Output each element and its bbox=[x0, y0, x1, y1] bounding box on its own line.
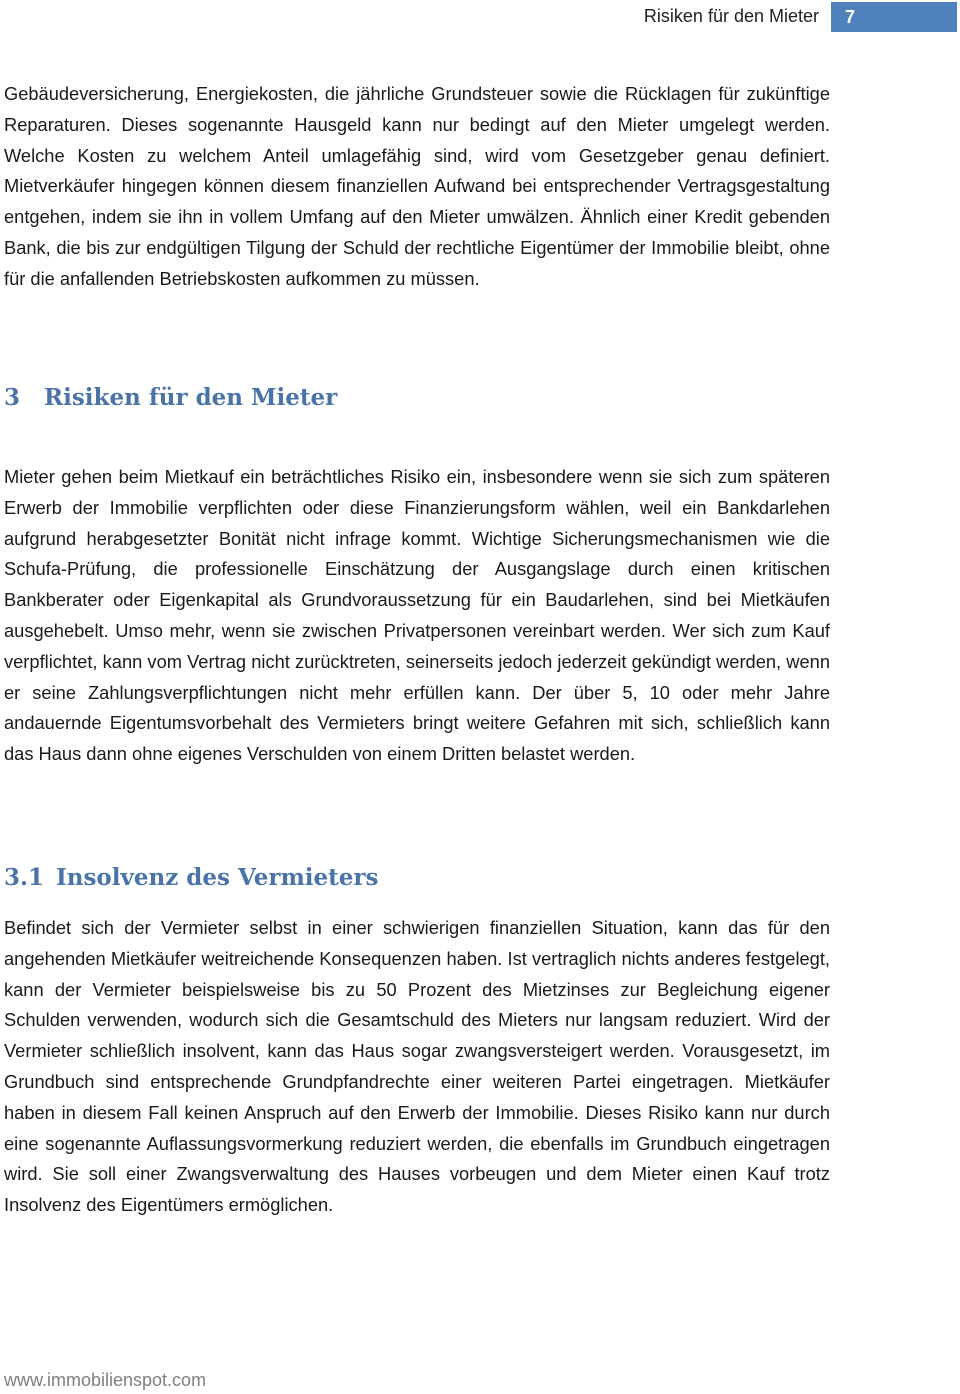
footer-url[interactable]: www.immobilienspot.com bbox=[4, 1370, 207, 1390]
page-number-badge: 7 bbox=[831, 2, 957, 32]
section-3-heading bbox=[4, 384, 337, 411]
section-3-1-title: Insolvenz des Vermieters bbox=[56, 864, 379, 891]
intro-paragraph: Gebäudeversicherung, Energiekosten, die jährliche Grundsteuer sowie die Rücklagen für zukünftige Reparaturen. Dieses sogenannte Hausgeld kann nur bedingt auf den Mieter umgelegt werden. Welche Kosten zu welchem Anteil umlagefähig sind, wird vom Gesetzgeber genau definiert. Mietverkäufer hingegen können diesem finanziellen Aufwand bei entsprechender Vertragsgestaltung entgehen, indem sie ihn in vollem Umfang auf den Mieter umwälzen. Ähnlich einer Kredit gebenden Bank, die bis zur endgültigen Tilgung der Schuld der rechtliche Eigentümer der Immobilie bleibt, ohne für die anfallenden Betriebskosten aufkommen zu müssen. bbox=[4, 83, 830, 289]
section-3-title: Risiken für den Mieter bbox=[44, 384, 338, 411]
page-header bbox=[0, 0, 960, 36]
section-3-number: 3 bbox=[4, 384, 21, 411]
section-3-paragraph: Mieter gehen beim Mietkauf ein beträchtliches Risiko ein, insbesondere wenn sie sich zum späteren Erwerb der Immobilie verpflichten oder diese Finanzierungsform wählen, weil ein Bankdarlehen aufgrund herabgesetzter Bonität nicht infrage kommt. Wichtige Sicherungsmechanismen wie die Schufa-Prüfung, die professionelle Einschätzung der Ausgangslage durch einen kritischen Bankberater oder Eigenkapital als Grundvoraussetzung für ein Baudarlehen, sind bei Mietkäufen ausgehebelt. Umso mehr, wenn sie zwischen Privatpersonen vereinbart werden. Wer sich zum Kauf verpflichtet, kann vom Vertrag nicht zurücktreten, seinerseits jedoch jederzeit gekündigt werden, wenn er seine Zahlungsverpflichtungen nicht mehr erfüllen kann. Der über 5, 10 oder mehr Jahre andauernde Eigentumsvorbehalt des Vermieters bringt weitere Gefahren mit sich, schließlich kann das Haus dann ohne eigenes Verschulden von einem Dritten belastet werden. bbox=[4, 466, 830, 765]
section-3-1-number: 3.1 bbox=[4, 864, 45, 891]
running-header-title: Risiken für den Mieter bbox=[643, 6, 819, 26]
section-3-1-paragraph: Befindet sich der Vermieter selbst in einer schwierigen finanziellen Situation, kann das für den angehenden Mietkäufer weitreichende Konsequenzen haben. Ist vertraglich nichts anderes festgelegt, kann der Vermieter beispielsweise bis zu 50 Prozent des Mietzinses zur Begleichung eigener Schulden verwenden, wodurch sich die Gesamtschuld des Mieters nur langsam reduziert. Wird der Vermieter schließlich insolvent, kann das Haus sogar zwangsversteigert werden. Vorausgesetzt, im Grundbuch sind entsprechende Grundpfandrechte einer weiteren Partei eingetragen. Mietkäufer haben in diesem Fall keinen Anspruch auf den Erwerb der Immobilie. Dieses Risiko kann nur durch eine sogenannte Auflassungsvormerkung reduziert werden, die ebenfalls im Grundbuch eingetragen wird. Sie soll einer Zwangsverwaltung des Hauses vorbeugen und dem Mieter einen Kauf trotz Insolvenz des Eigentümers ermöglichen. bbox=[4, 917, 830, 1216]
section-3-1-heading bbox=[4, 864, 378, 891]
